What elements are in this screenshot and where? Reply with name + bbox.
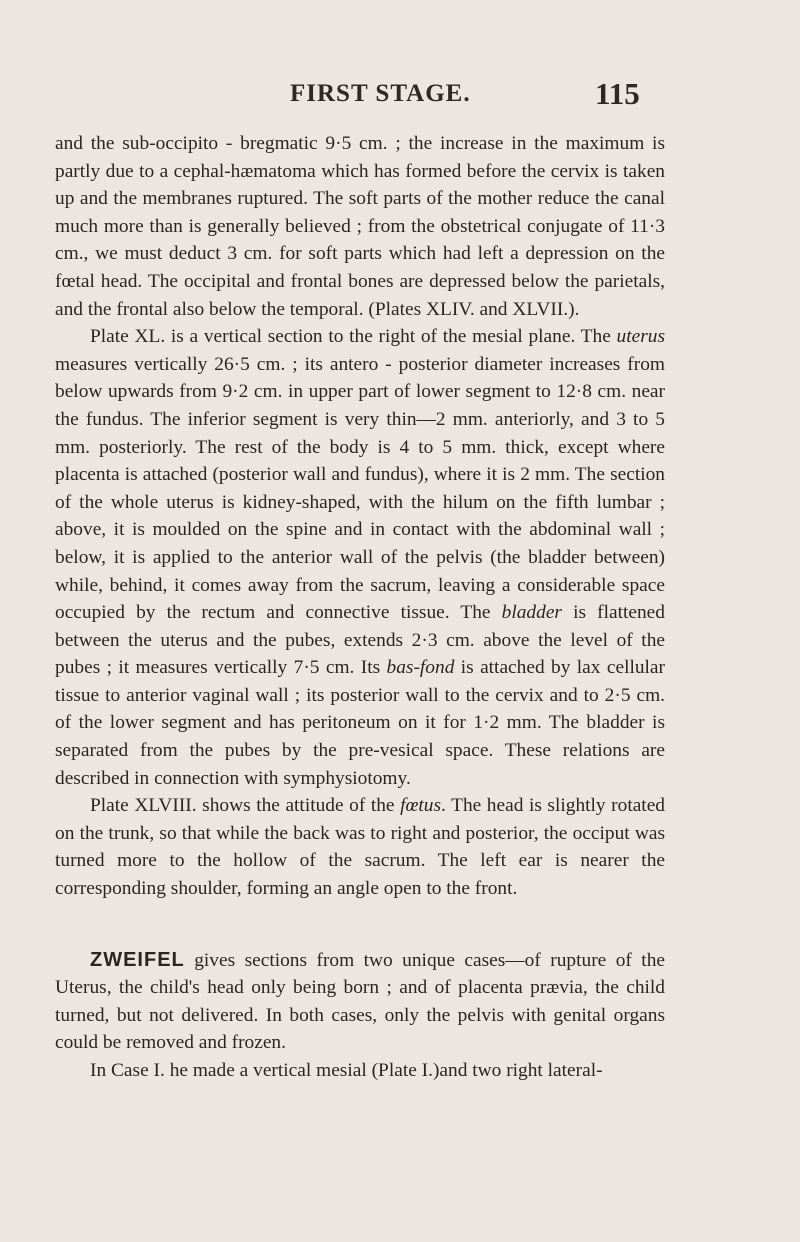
running-title: FIRST STAGE.	[290, 80, 471, 107]
paragraph-1-text: and the sub-occipito - bregmatic 9·5 cm. ; the increase in the maximum is partly due to a cephal-hæmatoma which has formed before the cervix is taken up and the membranes ruptured. The soft parts of the mother reduce the canal much more than is generally believed ; from the obstetrical conjugate of 11·3 cm., we must deduct 3 cm. for soft parts which had left a depression on the fœtal head. The occipital and frontal bones are depressed below the parietals, and the frontal also below the temporal. (Plates XLIV. and XLVII.).	[55, 133, 665, 320]
author-name: ZWEIFEL	[90, 948, 185, 971]
page-number: 115	[595, 76, 640, 111]
paragraph-3-tail: . The head is slightly rotated on the trunk, so that while the back was to right and posterior, the occiput was turned more to the hollow of the sacrum. The left ear is nearer the corresponding shoulder, forming an angle open to the front.	[55, 795, 665, 900]
term-uterus: uterus	[616, 326, 665, 348]
paragraph-2-mid1: measures vertically 26·5 cm. ; its antero - posterior diameter increases from below upwards from 9·2 cm. in upper part of lower segment to 12·8 cm. near the fundus. The inferior segment is very thin—2 mm. anteriorly, and 3 to 5 mm. posteriorly. The rest of the body is 4 to 5 mm. thick, except where placenta is attached (posterior wall and fundus), where it is 2 mm. The section of the whole uterus is kidney-shaped, with the hilum on the fifth lumbar ; above, it is moulded on the spine and in contact with the abdominal wall ; below, it is applied to the anterior wall of the pelvis (the bladder between) while, behind, it comes away from the sacrum, leaving a considerable space occupied by the rectum and connective tissue. The	[55, 353, 665, 624]
term-bladder: bladder	[501, 602, 562, 624]
section-break	[55, 903, 665, 947]
paragraph-4-text: gives sections from two unique cases—of rupture of the Uterus, the child's head only being born ; and of placenta prævia, the child turned, but not delivered. In both cases, only the pelvis with genital organs could be removed and frozen.	[55, 949, 665, 1054]
term-bas-fond: bas-fond	[386, 657, 455, 679]
paragraph-5-text: In Case I. he made a vertical mesial (Plate I.)and two right lateral-	[90, 1060, 603, 1081]
paragraph-4	[55, 947, 665, 1057]
paragraph-1	[55, 130, 665, 323]
term-foetus: fœtus	[400, 795, 442, 817]
paragraph-2-mid2: is flattened between the uterus and the pubes, extends 2·3 cm. above the level of the pubes ; it measures vertically 7·5 cm. Its	[55, 602, 665, 679]
paragraph-2	[55, 323, 665, 792]
paragraph-2-tail: is attached by lax cellular tissue to anterior vaginal wall ; its posterior wall to the cervix and to 2·5 cm. of the lower segment and has peritoneum on it for 1·2 mm. The bladder is separated from the pubes by the pre-vesical space. These relations are described in connection with symphysiotomy.	[55, 657, 665, 789]
running-head	[0, 76, 800, 116]
paragraph-3-lead: Plate XLVIII. shows the attitude of the	[90, 795, 401, 817]
paragraph-2-lead: Plate XL. is a vertical section to the right of the mesial plane. The	[90, 326, 617, 348]
paragraph-5	[55, 1057, 665, 1085]
body-text	[55, 130, 665, 1085]
paragraph-3	[55, 792, 665, 902]
